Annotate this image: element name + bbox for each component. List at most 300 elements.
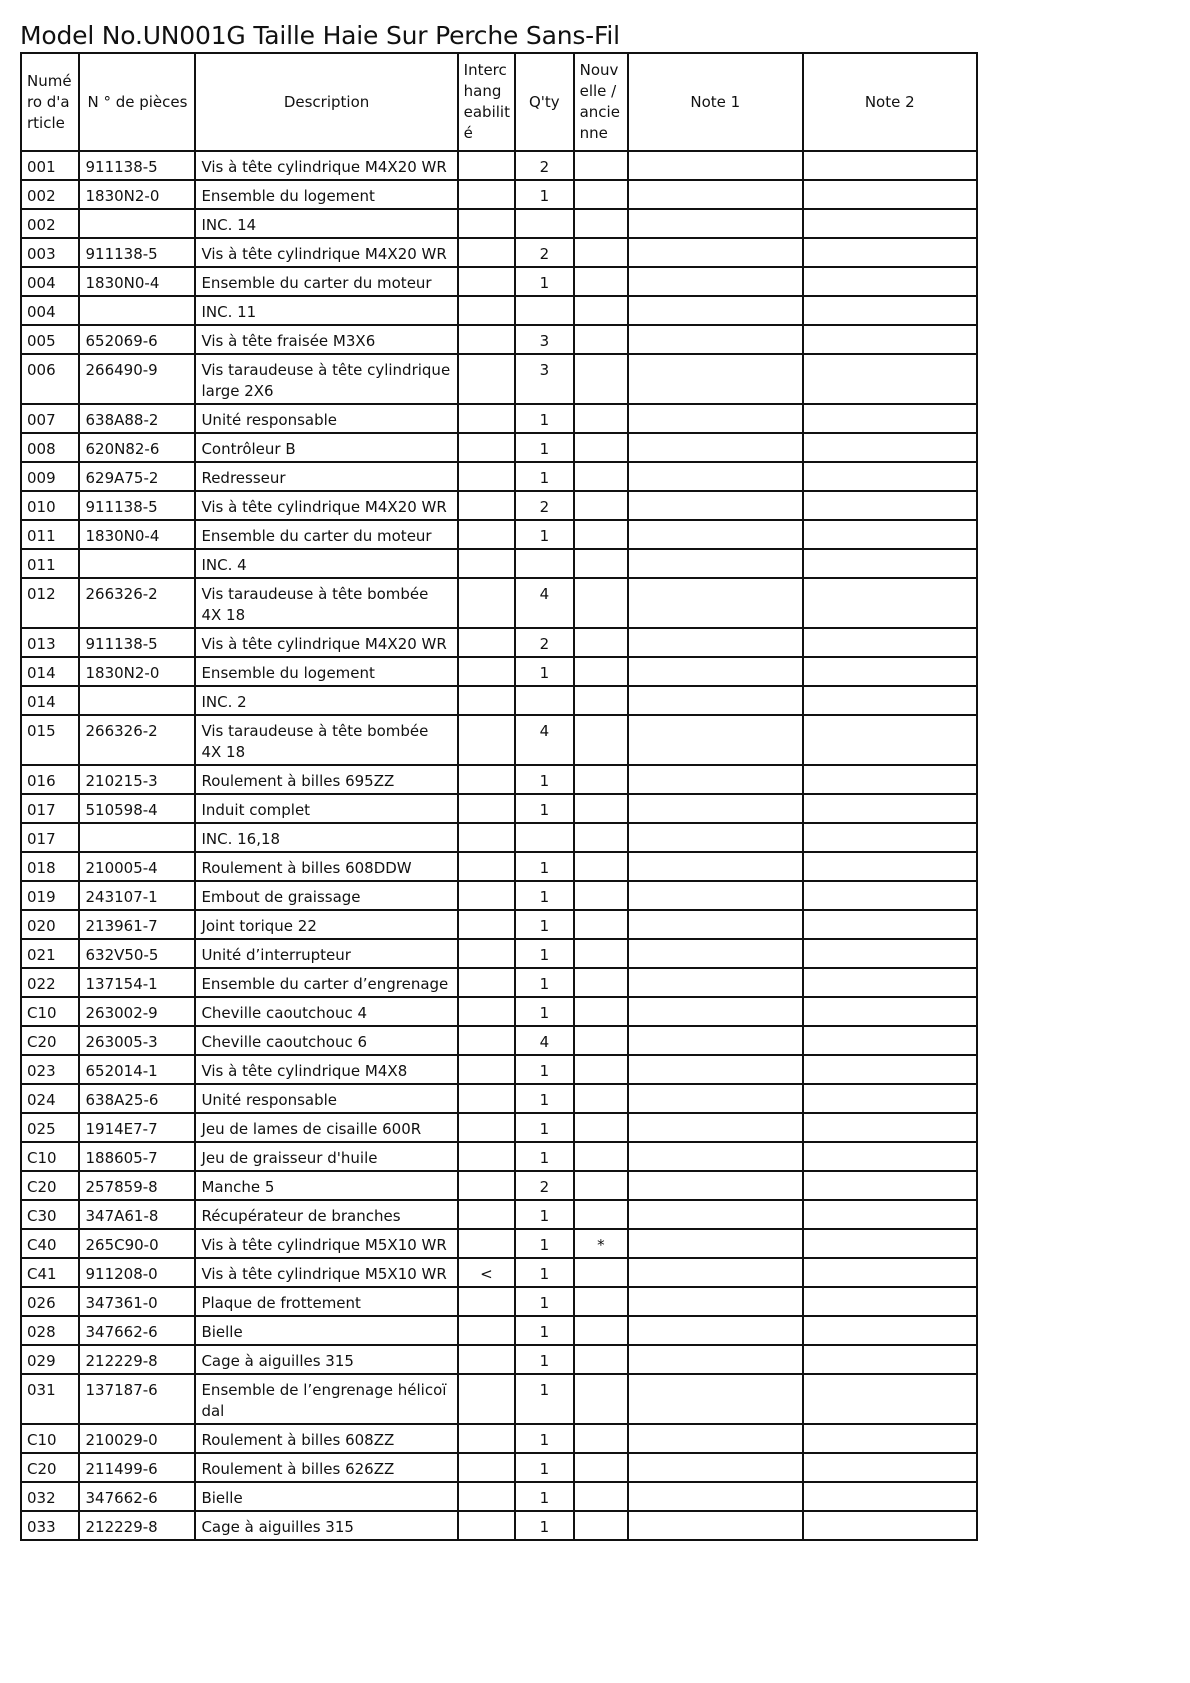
table-row bbox=[21, 354, 977, 404]
cell-qty bbox=[515, 296, 573, 325]
cell-newold bbox=[574, 1258, 628, 1287]
cell-part: 210029-0 bbox=[79, 1424, 195, 1453]
cell-part: 1914E7-7 bbox=[79, 1113, 195, 1142]
cell-description: Vis taraudeuse à tête bombée 4X 18 bbox=[195, 715, 457, 765]
cell-note2 bbox=[803, 404, 978, 433]
cell-note1 bbox=[628, 296, 802, 325]
cell-note2 bbox=[803, 1200, 978, 1229]
table-row bbox=[21, 1316, 977, 1345]
cell-item: C30 bbox=[21, 1200, 79, 1229]
cell-qty: 1 bbox=[515, 939, 573, 968]
cell-newold bbox=[574, 1453, 628, 1482]
cell-interchange bbox=[458, 549, 515, 578]
cell-note1 bbox=[628, 1142, 802, 1171]
table-row bbox=[21, 238, 977, 267]
cell-newold bbox=[574, 209, 628, 238]
cell-note2 bbox=[803, 180, 978, 209]
cell-qty: 1 bbox=[515, 1511, 573, 1540]
cell-qty: 3 bbox=[515, 325, 573, 354]
cell-part: 347662-6 bbox=[79, 1316, 195, 1345]
cell-description: Jeu de graisseur d'huile bbox=[195, 1142, 457, 1171]
header-row bbox=[21, 53, 977, 151]
cell-note1 bbox=[628, 1374, 802, 1424]
cell-part: 911208-0 bbox=[79, 1258, 195, 1287]
cell-note1 bbox=[628, 267, 802, 296]
cell-note2 bbox=[803, 267, 978, 296]
cell-description: Vis taraudeuse à tête cylindrique large 2X6 bbox=[195, 354, 457, 404]
cell-part bbox=[79, 549, 195, 578]
cell-part: 265C90-0 bbox=[79, 1229, 195, 1258]
table-row bbox=[21, 765, 977, 794]
cell-part: 620N82-6 bbox=[79, 433, 195, 462]
cell-interchange bbox=[458, 1453, 515, 1482]
cell-item: 004 bbox=[21, 296, 79, 325]
cell-note2 bbox=[803, 1055, 978, 1084]
cell-item: 005 bbox=[21, 325, 79, 354]
cell-note2 bbox=[803, 520, 978, 549]
cell-item: 011 bbox=[21, 549, 79, 578]
cell-note2 bbox=[803, 1374, 978, 1424]
table-row bbox=[21, 852, 977, 881]
table-row bbox=[21, 823, 977, 852]
table-row bbox=[21, 151, 977, 180]
cell-note2 bbox=[803, 325, 978, 354]
column-header-part: N ° de pièces bbox=[79, 53, 195, 151]
cell-description: Ensemble du carter du moteur bbox=[195, 267, 457, 296]
cell-interchange bbox=[458, 939, 515, 968]
cell-qty: 1 bbox=[515, 1287, 573, 1316]
cell-item: 029 bbox=[21, 1345, 79, 1374]
cell-note1 bbox=[628, 238, 802, 267]
cell-qty: 1 bbox=[515, 520, 573, 549]
cell-newold bbox=[574, 296, 628, 325]
cell-note1 bbox=[628, 1258, 802, 1287]
table-row bbox=[21, 1345, 977, 1374]
cell-note1 bbox=[628, 491, 802, 520]
cell-description: Roulement à billes 626ZZ bbox=[195, 1453, 457, 1482]
cell-item: C40 bbox=[21, 1229, 79, 1258]
table-row bbox=[21, 267, 977, 296]
cell-qty: 1 bbox=[515, 657, 573, 686]
cell-newold bbox=[574, 910, 628, 939]
cell-note2 bbox=[803, 1142, 978, 1171]
cell-item: 006 bbox=[21, 354, 79, 404]
cell-qty: 1 bbox=[515, 1482, 573, 1511]
cell-note1 bbox=[628, 939, 802, 968]
cell-qty: 1 bbox=[515, 1453, 573, 1482]
cell-note2 bbox=[803, 1424, 978, 1453]
cell-description: Contrôleur B bbox=[195, 433, 457, 462]
cell-part: 210005-4 bbox=[79, 852, 195, 881]
cell-item: C20 bbox=[21, 1453, 79, 1482]
cell-description: Roulement à billes 695ZZ bbox=[195, 765, 457, 794]
cell-interchange bbox=[458, 180, 515, 209]
cell-newold bbox=[574, 1200, 628, 1229]
cell-part: 137187-6 bbox=[79, 1374, 195, 1424]
cell-item: 024 bbox=[21, 1084, 79, 1113]
table-row bbox=[21, 715, 977, 765]
cell-qty bbox=[515, 823, 573, 852]
cell-part: 263005-3 bbox=[79, 1026, 195, 1055]
cell-qty: 4 bbox=[515, 1026, 573, 1055]
cell-note1 bbox=[628, 325, 802, 354]
cell-note2 bbox=[803, 1229, 978, 1258]
table-row bbox=[21, 968, 977, 997]
table-row bbox=[21, 939, 977, 968]
cell-item: 002 bbox=[21, 209, 79, 238]
cell-newold bbox=[574, 686, 628, 715]
cell-description: INC. 2 bbox=[195, 686, 457, 715]
cell-note1 bbox=[628, 520, 802, 549]
cell-interchange bbox=[458, 1142, 515, 1171]
table-row bbox=[21, 1374, 977, 1424]
table-row bbox=[21, 549, 977, 578]
cell-note2 bbox=[803, 823, 978, 852]
table-row bbox=[21, 520, 977, 549]
cell-newold bbox=[574, 939, 628, 968]
cell-note1 bbox=[628, 715, 802, 765]
cell-item: 018 bbox=[21, 852, 79, 881]
table-row bbox=[21, 1055, 977, 1084]
cell-part: 911138-5 bbox=[79, 491, 195, 520]
cell-item: 028 bbox=[21, 1316, 79, 1345]
cell-note1 bbox=[628, 1345, 802, 1374]
cell-item: 013 bbox=[21, 628, 79, 657]
cell-part: 638A88-2 bbox=[79, 404, 195, 433]
cell-note1 bbox=[628, 1171, 802, 1200]
cell-interchange bbox=[458, 968, 515, 997]
cell-qty bbox=[515, 549, 573, 578]
cell-note2 bbox=[803, 1026, 978, 1055]
cell-newold bbox=[574, 404, 628, 433]
cell-part: 257859-8 bbox=[79, 1171, 195, 1200]
cell-note1 bbox=[628, 997, 802, 1026]
column-header-qty: Q'ty bbox=[515, 53, 573, 151]
cell-qty: 1 bbox=[515, 1374, 573, 1424]
cell-interchange bbox=[458, 852, 515, 881]
cell-item: C41 bbox=[21, 1258, 79, 1287]
cell-newold bbox=[574, 1171, 628, 1200]
cell-note1 bbox=[628, 433, 802, 462]
cell-description: Cheville caoutchouc 4 bbox=[195, 997, 457, 1026]
cell-description: Cheville caoutchouc 6 bbox=[195, 1026, 457, 1055]
cell-interchange bbox=[458, 1287, 515, 1316]
cell-description: Cage à aiguilles 315 bbox=[195, 1511, 457, 1540]
cell-description: Cage à aiguilles 315 bbox=[195, 1345, 457, 1374]
table-row bbox=[21, 404, 977, 433]
cell-note1 bbox=[628, 404, 802, 433]
column-header-note2: Note 2 bbox=[803, 53, 978, 151]
cell-description: Récupérateur de branches bbox=[195, 1200, 457, 1229]
cell-interchange bbox=[458, 238, 515, 267]
cell-qty: 1 bbox=[515, 404, 573, 433]
cell-interchange bbox=[458, 325, 515, 354]
cell-part: 188605-7 bbox=[79, 1142, 195, 1171]
cell-note1 bbox=[628, 823, 802, 852]
cell-part bbox=[79, 209, 195, 238]
cell-interchange bbox=[458, 1229, 515, 1258]
cell-description: Vis à tête cylindrique M4X20 WR bbox=[195, 151, 457, 180]
cell-note2 bbox=[803, 1258, 978, 1287]
cell-part: 137154-1 bbox=[79, 968, 195, 997]
cell-note2 bbox=[803, 296, 978, 325]
cell-note2 bbox=[803, 1287, 978, 1316]
cell-newold bbox=[574, 462, 628, 491]
cell-part bbox=[79, 686, 195, 715]
cell-newold bbox=[574, 1374, 628, 1424]
cell-note1 bbox=[628, 1511, 802, 1540]
cell-part: 210215-3 bbox=[79, 765, 195, 794]
cell-part: 629A75-2 bbox=[79, 462, 195, 491]
cell-description: Bielle bbox=[195, 1482, 457, 1511]
cell-description: Ensemble du carter d’engrenage bbox=[195, 968, 457, 997]
table-row bbox=[21, 1171, 977, 1200]
cell-note2 bbox=[803, 794, 978, 823]
cell-part bbox=[79, 296, 195, 325]
cell-item: 003 bbox=[21, 238, 79, 267]
cell-note2 bbox=[803, 1511, 978, 1540]
cell-newold bbox=[574, 628, 628, 657]
cell-interchange bbox=[458, 462, 515, 491]
cell-note1 bbox=[628, 657, 802, 686]
cell-qty: 1 bbox=[515, 1200, 573, 1229]
cell-part: 1830N0-4 bbox=[79, 267, 195, 296]
cell-item: 002 bbox=[21, 180, 79, 209]
cell-item: 014 bbox=[21, 686, 79, 715]
cell-item: 015 bbox=[21, 715, 79, 765]
cell-description: INC. 16,18 bbox=[195, 823, 457, 852]
cell-note1 bbox=[628, 151, 802, 180]
cell-part: 911138-5 bbox=[79, 238, 195, 267]
cell-newold bbox=[574, 1026, 628, 1055]
cell-newold bbox=[574, 794, 628, 823]
cell-newold bbox=[574, 1287, 628, 1316]
cell-description: Bielle bbox=[195, 1316, 457, 1345]
cell-item: 017 bbox=[21, 823, 79, 852]
cell-description: Vis à tête cylindrique M5X10 WR bbox=[195, 1229, 457, 1258]
cell-part: 212229-8 bbox=[79, 1511, 195, 1540]
cell-interchange bbox=[458, 296, 515, 325]
cell-interchange bbox=[458, 267, 515, 296]
cell-interchange bbox=[458, 823, 515, 852]
cell-interchange bbox=[458, 520, 515, 549]
cell-note1 bbox=[628, 1113, 802, 1142]
cell-qty: 2 bbox=[515, 1171, 573, 1200]
cell-interchange bbox=[458, 404, 515, 433]
table-row bbox=[21, 1482, 977, 1511]
cell-note1 bbox=[628, 1453, 802, 1482]
cell-qty: 1 bbox=[515, 852, 573, 881]
cell-newold bbox=[574, 997, 628, 1026]
cell-newold bbox=[574, 1511, 628, 1540]
cell-qty: 4 bbox=[515, 578, 573, 628]
cell-part: 652014-1 bbox=[79, 1055, 195, 1084]
table-row bbox=[21, 657, 977, 686]
cell-item: 017 bbox=[21, 794, 79, 823]
table-row bbox=[21, 1229, 977, 1258]
cell-description: INC. 14 bbox=[195, 209, 457, 238]
cell-interchange bbox=[458, 657, 515, 686]
cell-newold bbox=[574, 1142, 628, 1171]
cell-newold bbox=[574, 325, 628, 354]
cell-interchange bbox=[458, 1482, 515, 1511]
cell-qty: 1 bbox=[515, 1316, 573, 1345]
cell-item: 011 bbox=[21, 520, 79, 549]
cell-note2 bbox=[803, 549, 978, 578]
cell-note2 bbox=[803, 1316, 978, 1345]
cell-newold bbox=[574, 1424, 628, 1453]
cell-interchange bbox=[458, 997, 515, 1026]
cell-newold bbox=[574, 549, 628, 578]
cell-qty: 1 bbox=[515, 1055, 573, 1084]
table-row bbox=[21, 881, 977, 910]
table-row bbox=[21, 462, 977, 491]
cell-note2 bbox=[803, 462, 978, 491]
cell-part: 347A61-8 bbox=[79, 1200, 195, 1229]
column-header-item: Numé ro d'a rticle bbox=[21, 53, 79, 151]
cell-newold bbox=[574, 715, 628, 765]
cell-newold bbox=[574, 491, 628, 520]
cell-qty: 1 bbox=[515, 462, 573, 491]
cell-part: 263002-9 bbox=[79, 997, 195, 1026]
cell-description: Embout de graissage bbox=[195, 881, 457, 910]
cell-newold bbox=[574, 852, 628, 881]
table-row bbox=[21, 578, 977, 628]
cell-qty: 1 bbox=[515, 1424, 573, 1453]
cell-qty: 1 bbox=[515, 997, 573, 1026]
cell-description: Unité responsable bbox=[195, 404, 457, 433]
cell-part bbox=[79, 823, 195, 852]
cell-qty: 1 bbox=[515, 267, 573, 296]
cell-newold bbox=[574, 354, 628, 404]
cell-part: 632V50-5 bbox=[79, 939, 195, 968]
cell-note2 bbox=[803, 1345, 978, 1374]
cell-description: Plaque de frottement bbox=[195, 1287, 457, 1316]
cell-qty: 1 bbox=[515, 910, 573, 939]
cell-newold bbox=[574, 238, 628, 267]
table-row bbox=[21, 1200, 977, 1229]
cell-newold bbox=[574, 520, 628, 549]
table-row bbox=[21, 1113, 977, 1142]
table-row bbox=[21, 296, 977, 325]
cell-note1 bbox=[628, 1026, 802, 1055]
table-row bbox=[21, 1511, 977, 1540]
cell-part: 213961-7 bbox=[79, 910, 195, 939]
cell-note1 bbox=[628, 881, 802, 910]
cell-part: 266326-2 bbox=[79, 578, 195, 628]
cell-note1 bbox=[628, 968, 802, 997]
cell-qty: 1 bbox=[515, 1258, 573, 1287]
table-row bbox=[21, 209, 977, 238]
table-row bbox=[21, 180, 977, 209]
cell-note1 bbox=[628, 794, 802, 823]
cell-part: 347361-0 bbox=[79, 1287, 195, 1316]
cell-description: Ensemble du carter du moteur bbox=[195, 520, 457, 549]
cell-item: C10 bbox=[21, 1424, 79, 1453]
cell-description: INC. 4 bbox=[195, 549, 457, 578]
cell-note2 bbox=[803, 491, 978, 520]
cell-note1 bbox=[628, 1084, 802, 1113]
cell-note1 bbox=[628, 354, 802, 404]
cell-interchange bbox=[458, 715, 515, 765]
cell-interchange bbox=[458, 1113, 515, 1142]
cell-part: 911138-5 bbox=[79, 151, 195, 180]
cell-item: C20 bbox=[21, 1026, 79, 1055]
cell-part: 510598-4 bbox=[79, 794, 195, 823]
cell-part: 266326-2 bbox=[79, 715, 195, 765]
cell-item: 022 bbox=[21, 968, 79, 997]
cell-newold bbox=[574, 1482, 628, 1511]
table-row bbox=[21, 1258, 977, 1287]
cell-qty: 1 bbox=[515, 1084, 573, 1113]
cell-qty: 3 bbox=[515, 354, 573, 404]
cell-interchange bbox=[458, 1511, 515, 1540]
table-row bbox=[21, 686, 977, 715]
cell-note2 bbox=[803, 578, 978, 628]
cell-interchange bbox=[458, 1424, 515, 1453]
cell-item: C10 bbox=[21, 1142, 79, 1171]
cell-description: Vis à tête cylindrique M5X10 WR bbox=[195, 1258, 457, 1287]
column-header-description: Description bbox=[195, 53, 457, 151]
cell-interchange: < bbox=[458, 1258, 515, 1287]
cell-note1 bbox=[628, 462, 802, 491]
column-header-interchange: Interc hang eabilit é bbox=[458, 53, 515, 151]
cell-newold bbox=[574, 881, 628, 910]
cell-description: Vis taraudeuse à tête bombée 4X 18 bbox=[195, 578, 457, 628]
cell-note2 bbox=[803, 997, 978, 1026]
cell-qty: 1 bbox=[515, 794, 573, 823]
cell-item: 004 bbox=[21, 267, 79, 296]
cell-newold bbox=[574, 180, 628, 209]
cell-note1 bbox=[628, 1055, 802, 1084]
cell-item: 020 bbox=[21, 910, 79, 939]
cell-newold bbox=[574, 765, 628, 794]
table-row bbox=[21, 325, 977, 354]
cell-item: C10 bbox=[21, 997, 79, 1026]
cell-note2 bbox=[803, 881, 978, 910]
cell-interchange bbox=[458, 433, 515, 462]
cell-interchange bbox=[458, 491, 515, 520]
cell-qty: 4 bbox=[515, 715, 573, 765]
cell-item: 012 bbox=[21, 578, 79, 628]
cell-note1 bbox=[628, 852, 802, 881]
table-row bbox=[21, 491, 977, 520]
table-row bbox=[21, 794, 977, 823]
cell-description: Redresseur bbox=[195, 462, 457, 491]
cell-item: 032 bbox=[21, 1482, 79, 1511]
cell-interchange bbox=[458, 209, 515, 238]
cell-newold bbox=[574, 1084, 628, 1113]
cell-note1 bbox=[628, 578, 802, 628]
cell-newold bbox=[574, 578, 628, 628]
cell-description: Unité responsable bbox=[195, 1084, 457, 1113]
cell-note1 bbox=[628, 1287, 802, 1316]
table-row bbox=[21, 1084, 977, 1113]
cell-note1 bbox=[628, 628, 802, 657]
cell-note1 bbox=[628, 1482, 802, 1511]
cell-interchange bbox=[458, 1026, 515, 1055]
table-row bbox=[21, 433, 977, 462]
cell-interchange bbox=[458, 1316, 515, 1345]
cell-qty bbox=[515, 686, 573, 715]
cell-interchange bbox=[458, 686, 515, 715]
table-row bbox=[21, 1424, 977, 1453]
cell-note2 bbox=[803, 151, 978, 180]
cell-interchange bbox=[458, 1345, 515, 1374]
cell-item: 009 bbox=[21, 462, 79, 491]
cell-newold bbox=[574, 968, 628, 997]
cell-item: 023 bbox=[21, 1055, 79, 1084]
